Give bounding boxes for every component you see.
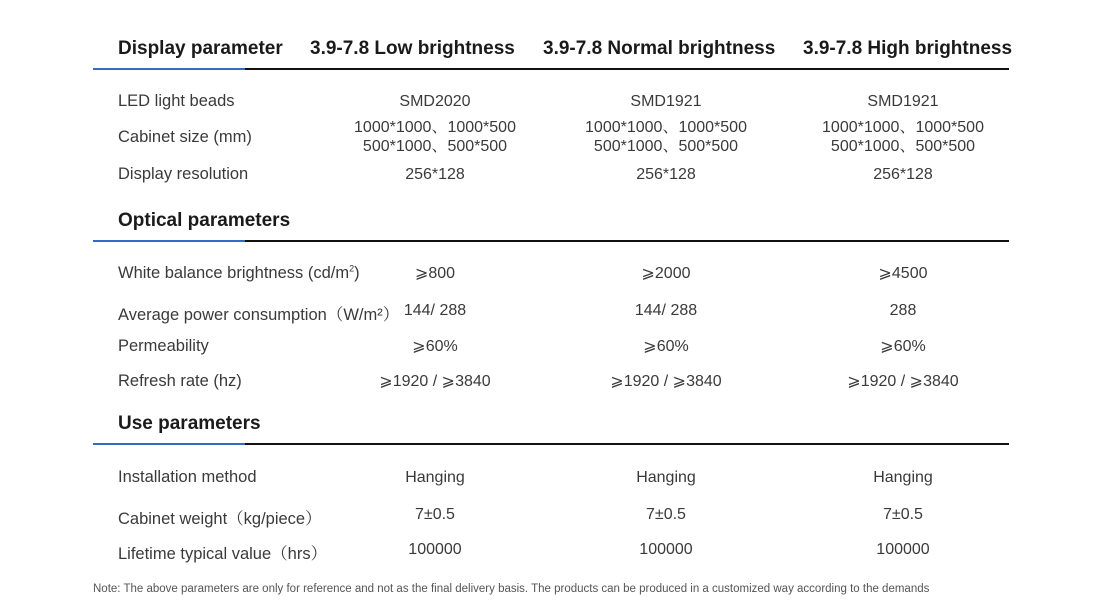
cell-normal <box>536 118 796 156</box>
cell-low: ⩾60% <box>412 338 458 355</box>
cell-low: 256*128 <box>405 166 465 183</box>
cell-normal: ⩾2000 <box>641 265 691 282</box>
row-label: Lifetime typical value（hrs） <box>118 545 328 563</box>
row-label: Refresh rate (hz) <box>118 372 242 390</box>
cell-normal: 144/ 288 <box>634 302 698 319</box>
column-header-low: 3.9-7.8 Low brightness <box>310 38 515 59</box>
cell-high <box>773 118 1033 156</box>
section-divider <box>93 68 1009 70</box>
cell-high: 256*128 <box>873 166 933 183</box>
column-header-normal: 3.9-7.8 Normal brightness <box>543 38 776 59</box>
cell-normal: ⩾1920 / ⩾3840 <box>610 373 722 390</box>
row-label: Installation method <box>118 468 257 486</box>
section-header-use <box>93 407 1009 445</box>
row-label-text: White balance brightness (cd/m <box>118 264 350 282</box>
cell-low: ⩾1920 / ⩾3840 <box>379 373 491 390</box>
cell-high: 288 <box>889 302 917 319</box>
cell-normal: ⩾60% <box>643 338 689 355</box>
cell-low: 100000 <box>408 541 462 558</box>
cell-line: 1000*1000、1000*500 <box>585 119 747 136</box>
cell-high: Hanging <box>873 469 933 486</box>
row-label-tail: ) <box>354 264 360 282</box>
section-divider-accent <box>93 68 245 70</box>
cell-line: 500*1000、500*500 <box>362 138 508 155</box>
section-title-display: Display parameter <box>118 38 283 59</box>
section-divider <box>93 240 1009 242</box>
cell-low <box>305 118 565 156</box>
cell-high: ⩾4500 <box>878 265 928 282</box>
cell-normal: 100000 <box>639 541 693 558</box>
row-label: Cabinet size (mm) <box>118 128 252 146</box>
cell-line: 1000*1000、1000*500 <box>822 119 984 136</box>
cell-low: Hanging <box>405 469 465 486</box>
row-label: Display resolution <box>118 165 249 183</box>
cell-high: SMD1921 <box>867 93 939 110</box>
cell-high: 100000 <box>876 541 930 558</box>
section-title-optical: Optical parameters <box>118 210 291 231</box>
cell-low: 7±0.5 <box>415 506 455 523</box>
row-label: Permeability <box>118 337 209 355</box>
cell-normal: SMD1921 <box>630 93 702 110</box>
section-header-optical <box>93 204 1009 242</box>
cell-high: 7±0.5 <box>883 506 923 523</box>
row-label: Average power consumption（W/m²） <box>118 306 400 324</box>
cell-normal: 256*128 <box>636 166 696 183</box>
section-divider-accent <box>93 443 245 445</box>
cell-normal: 7±0.5 <box>646 506 686 523</box>
row-label: Cabinet weight（kg/piece） <box>118 510 322 528</box>
row-label: LED light beads <box>118 92 235 110</box>
section-divider <box>93 443 1009 445</box>
column-header-high: 3.9-7.8 High brightness <box>803 38 1013 59</box>
row-label-superscript: 2 <box>349 263 355 274</box>
section-header-display <box>93 32 1013 70</box>
cell-line: 500*1000、500*500 <box>593 138 739 155</box>
cell-line: 1000*1000、1000*500 <box>354 119 516 136</box>
section-divider-accent <box>93 240 245 242</box>
section-title-use: Use parameters <box>118 413 261 434</box>
cell-high: ⩾60% <box>880 338 926 355</box>
cell-normal: Hanging <box>636 469 696 486</box>
cell-low: 144/ 288 <box>403 302 467 319</box>
cell-line: 500*1000、500*500 <box>830 138 976 155</box>
cell-high: ⩾1920 / ⩾3840 <box>847 373 959 390</box>
cell-low: ⩾800 <box>414 265 456 282</box>
cell-low: SMD2020 <box>399 93 471 110</box>
footnote: Note: The above parameters are only for reference and not as the final delivery basis. The products can be produced in a customized way according to the demands <box>93 583 930 595</box>
